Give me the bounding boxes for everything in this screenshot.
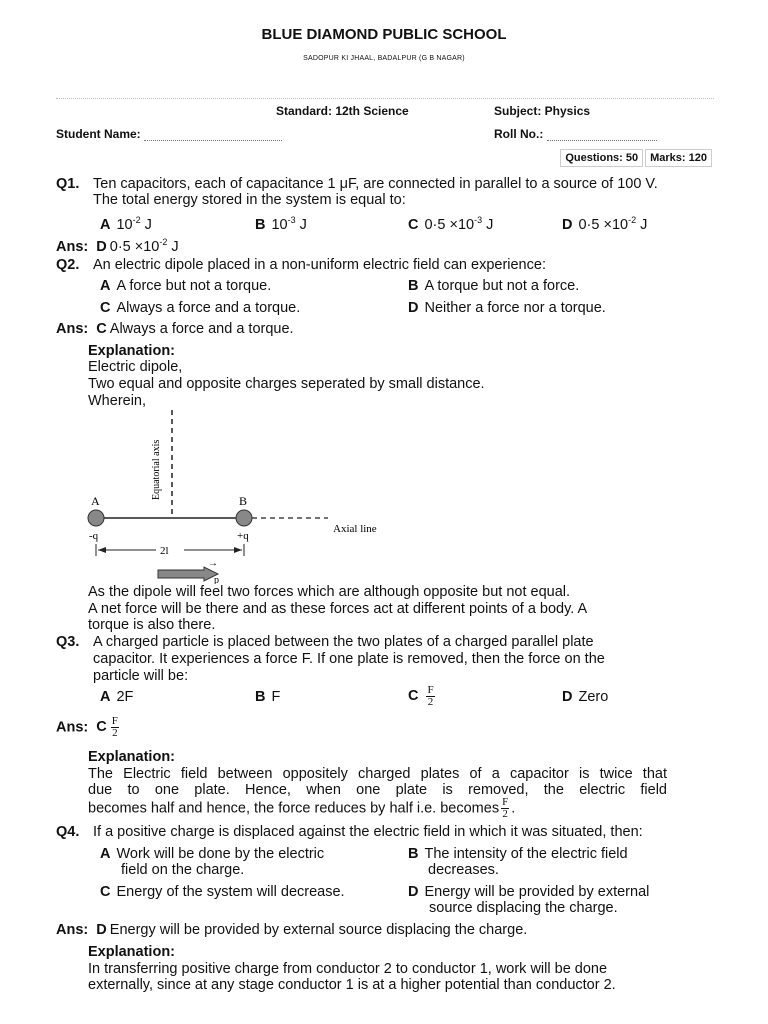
q3-text-line1: A charged particle is placed between the two plates of a charged parallel plate: [93, 634, 594, 650]
questions-count: Questions: 50: [560, 149, 643, 167]
length-arrow-left: [98, 547, 106, 553]
q1-option-c: C $0\cdot 5 \times 10^{-3}$ J: [408, 215, 494, 233]
charge-b: [236, 510, 252, 526]
q4-exp-line1: In transferring positive charge from conductor 2 to conductor 1, work will be done: [88, 961, 608, 977]
roll-no-field: [494, 127, 657, 141]
q2-option-b: B A torque but not a force.: [408, 278, 580, 294]
q2-after-line3: torque is also there.: [88, 617, 216, 633]
q1-option-b: B $10^{-3}$ J: [255, 215, 307, 233]
q4-option-d: D Energy will be provided by external source displacing the charge.: [408, 884, 650, 916]
axial-line-label: Axial line: [333, 523, 377, 535]
q3-option-c: C $\frac{F}{2}$: [408, 684, 434, 708]
q2-exp-line2: Two equal and opposite charges seperated by small distance.: [88, 376, 485, 392]
q4-exp-line2: externally, since at any stage conductor 1 is at a higher potential than conductor 2.: [88, 977, 616, 993]
q2-text: An electric dipole placed in a non-uniform electric field can experience:: [93, 257, 546, 273]
meta-boxes: [560, 149, 712, 167]
q4-option-c: C Energy of the system will decrease.: [100, 884, 345, 900]
roll-no-blank: [547, 140, 657, 141]
header-divider: [56, 98, 714, 99]
q3-text-line2: capacitor. It experiences a force F. If one plate is removed, then the force on the: [93, 651, 605, 667]
q1-number: Q1.: [56, 176, 80, 192]
q2-after-line2: A net force will be there and as these forces act at different points of a body. A: [88, 601, 588, 617]
q2-answer: Ans: C Always a force and a torque.: [56, 321, 294, 337]
q2-exp-line1: Electric dipole,: [88, 359, 183, 375]
q3-option-d: D Zero: [562, 689, 609, 705]
q3-text-line3: particle will be:: [93, 668, 189, 684]
dipole-diagram: [80, 408, 400, 584]
charge-neg-label: -q: [89, 530, 99, 542]
roll-no-label: Roll No.:: [494, 127, 544, 141]
school-address: SADOPUR KI JHAAL, BADALPUR (G B NAGAR): [303, 55, 465, 62]
q4-explanation-title: Explanation:: [88, 944, 176, 960]
charge-pos-label: +q: [237, 530, 249, 542]
q3-exp-line2: due to one plate. Hence, when one plate is removed, the electric field: [88, 782, 667, 798]
q1-text-line2: The total energy stored in the system is equal to:: [93, 192, 406, 208]
charge-a: [88, 510, 104, 526]
q4-text: If a positive charge is displaced against the electric field in which it was situated, then:: [93, 824, 643, 840]
q4-answer: Ans: D Energy will be provided by external source displacing the charge.: [56, 922, 528, 938]
student-name-blank: [144, 140, 282, 141]
q2-option-a: A A force but not a torque.: [100, 278, 272, 294]
q1-answer: Ans: D $0\cdot 5 \times 10^{-2}$ J: [56, 237, 179, 255]
q3-exp-line1: The Electric field between oppositely charged plates of a capacitor is twice that: [88, 766, 667, 782]
label-b: B: [239, 494, 248, 508]
q4-number: Q4.: [56, 824, 80, 840]
standard-label: Standard: 12th Science: [276, 104, 409, 118]
q1-option-a: A $10^{-2}$ J: [100, 215, 152, 233]
label-a: A: [91, 494, 100, 508]
q1-option-d: D $0\cdot 5 \times 10^{-2}$ J: [562, 215, 648, 233]
q3-option-b: B F: [255, 689, 281, 705]
length-arrow-right: [234, 547, 242, 553]
q2-after-line1: As the dipole will feel two forces which are although opposite but not equal.: [88, 584, 571, 600]
q4-option-b: B The intensity of the electric field decreases.: [408, 846, 628, 878]
q3-answer: Ans: C $\frac{F}{2}$: [56, 715, 118, 739]
vector-arrow-glyph: →: [208, 558, 218, 569]
dipole-moment-label: p: [214, 575, 219, 584]
marks-count: Marks: 120: [645, 149, 712, 167]
equatorial-axis-label: Equatorial axis: [151, 439, 162, 500]
subject-label: Subject: Physics: [494, 104, 591, 118]
q3-number: Q3.: [56, 634, 80, 650]
q4-option-a: A Work will be done by the electric field on the charge.: [100, 846, 325, 878]
dipole-moment-arrow: [158, 567, 218, 581]
q3-explanation-title: Explanation:: [88, 749, 176, 765]
q3-exp-line3: becomes half and hence, the force reduces by half i.e. becomes $\frac{F}{2}$ .: [88, 796, 516, 820]
student-name-label: Student Name:: [56, 127, 141, 141]
q2-explanation-title: Explanation:: [88, 343, 176, 359]
q2-option-c: C Always a force and a torque.: [100, 300, 301, 316]
student-name-field: [56, 127, 282, 141]
q2-option-d: D Neither a force nor a torque.: [408, 300, 606, 316]
q2-number: Q2.: [56, 257, 80, 273]
length-label: 2l: [160, 545, 169, 557]
q2-exp-line3: Wherein,: [88, 393, 147, 409]
q3-option-a: A 2F: [100, 689, 134, 705]
q1-text-line1: Ten capacitors, each of capacitance 1 μF, are connected in parallel to a source of 100 V.: [93, 176, 658, 192]
school-name: BLUE DIAMOND PUBLIC SCHOOL: [261, 26, 507, 43]
